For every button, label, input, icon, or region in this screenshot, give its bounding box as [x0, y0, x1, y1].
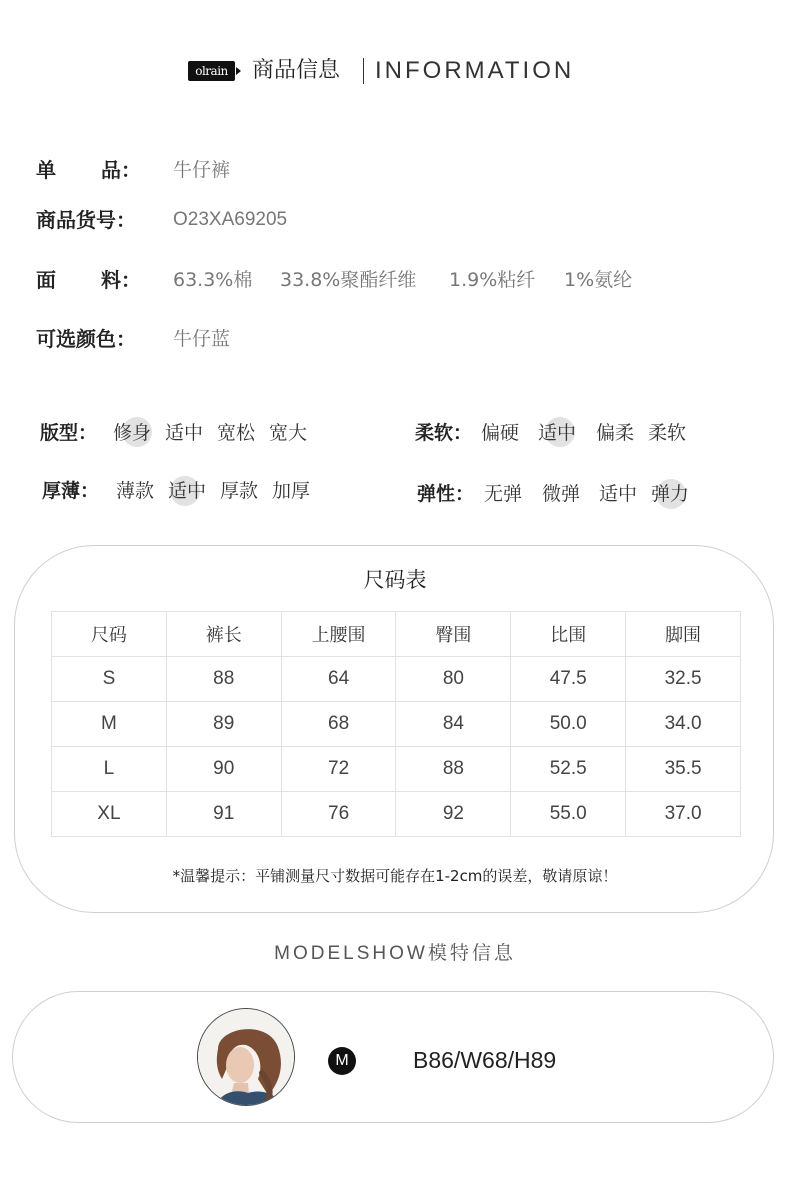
table-cell: 68 — [281, 702, 396, 747]
fit-option-loose: 宽松 — [217, 422, 256, 444]
header-cell: 脚围 — [626, 612, 741, 657]
table-cell: 37.0 — [626, 792, 741, 837]
section-title-en: INFORMATION — [375, 57, 575, 84]
table-cell: 72 — [281, 747, 396, 792]
header-cell: 上腰围 — [281, 612, 396, 657]
section-title-cn: 商品信息 — [252, 58, 341, 83]
title-divider — [363, 58, 364, 84]
color-label: 可选颜色： — [36, 327, 136, 351]
table-cell: 84 — [396, 702, 511, 747]
table-cell: 90 — [166, 747, 281, 792]
elasticity-option-stretch: 弹力 — [651, 483, 690, 505]
table-cell: 76 — [281, 792, 396, 837]
table-cell: 89 — [166, 702, 281, 747]
table-row — [52, 747, 741, 792]
size-table — [51, 611, 741, 837]
header-cell: 比围 — [511, 612, 626, 657]
elasticity-label: 弹性： — [417, 483, 475, 505]
table-cell: 52.5 — [511, 747, 626, 792]
fabric-value-spandex: 1%氨纶 — [564, 269, 633, 291]
thickness-label: 厚薄： — [42, 480, 100, 502]
table-cell: XL — [52, 792, 167, 837]
table-row — [52, 657, 741, 702]
elasticity-option-medium: 适中 — [599, 483, 638, 505]
elasticity-option-slight: 微弹 — [542, 483, 581, 505]
model-size-badge: M — [328, 1047, 356, 1075]
thickness-option-medium: 适中 — [168, 480, 207, 502]
table-cell: 92 — [396, 792, 511, 837]
brand-logo: olrain — [188, 61, 235, 81]
fabric-value-cotton: 63.3%棉 — [173, 269, 253, 291]
thickness-option-extra-thick: 加厚 — [272, 480, 311, 502]
measurement-note: *温馨提示：平铺测量尺寸数据可能存在1-2cm的误差，敬请原谅！ — [172, 867, 618, 885]
table-cell: 80 — [396, 657, 511, 702]
table-cell: 64 — [281, 657, 396, 702]
fit-option-oversize: 宽大 — [269, 422, 308, 444]
fabric-value-polyester: 33.8%聚酯纤维 — [280, 269, 417, 291]
item-label: 单 品： — [36, 158, 141, 182]
model-section-title: MODELSHOW模特信息 — [274, 943, 516, 964]
table-cell: L — [52, 747, 167, 792]
model-card — [12, 991, 774, 1123]
logo-arrow-icon — [236, 67, 241, 75]
sku-label: 商品货号： — [36, 208, 136, 232]
table-cell: 55.0 — [511, 792, 626, 837]
fit-option-regular: 适中 — [165, 422, 204, 444]
sku-value: O23XA69205 — [173, 209, 288, 230]
thickness-option-thick: 厚款 — [220, 480, 259, 502]
header-cell: 臀围 — [396, 612, 511, 657]
fabric-label: 面 料： — [36, 268, 141, 292]
table-header-row — [52, 612, 741, 657]
table-cell: 32.5 — [626, 657, 741, 702]
softness-option-hard: 偏硬 — [481, 422, 520, 444]
table-cell: 47.5 — [511, 657, 626, 702]
table-cell: M — [52, 702, 167, 747]
softness-option-soft: 偏柔 — [596, 422, 635, 444]
color-value: 牛仔蓝 — [173, 328, 231, 350]
fit-option-slim: 修身 — [113, 422, 152, 444]
table-cell: 35.5 — [626, 747, 741, 792]
table-row — [52, 792, 741, 837]
size-table-title: 尺码表 — [363, 568, 427, 592]
model-avatar — [197, 1008, 295, 1106]
softness-label: 柔软： — [415, 422, 473, 444]
table-cell: S — [52, 657, 167, 702]
table-cell: 88 — [166, 657, 281, 702]
model-portrait-icon — [198, 1009, 295, 1106]
table-cell: 91 — [166, 792, 281, 837]
softness-option-very-soft: 柔软 — [648, 422, 687, 444]
header-cell: 裤长 — [166, 612, 281, 657]
fit-label: 版型： — [40, 422, 98, 444]
table-row — [52, 702, 741, 747]
table-cell: 88 — [396, 747, 511, 792]
table-cell: 34.0 — [626, 702, 741, 747]
softness-option-medium: 适中 — [538, 422, 577, 444]
header-cell: 尺码 — [52, 612, 167, 657]
table-cell: 50.0 — [511, 702, 626, 747]
elasticity-option-none: 无弹 — [484, 483, 523, 505]
model-measurements: B86/W68/H89 — [413, 1047, 557, 1073]
item-value: 牛仔裤 — [173, 159, 231, 181]
fabric-value-viscose: 1.9%粘纤 — [449, 269, 536, 291]
thickness-option-thin: 薄款 — [116, 480, 155, 502]
